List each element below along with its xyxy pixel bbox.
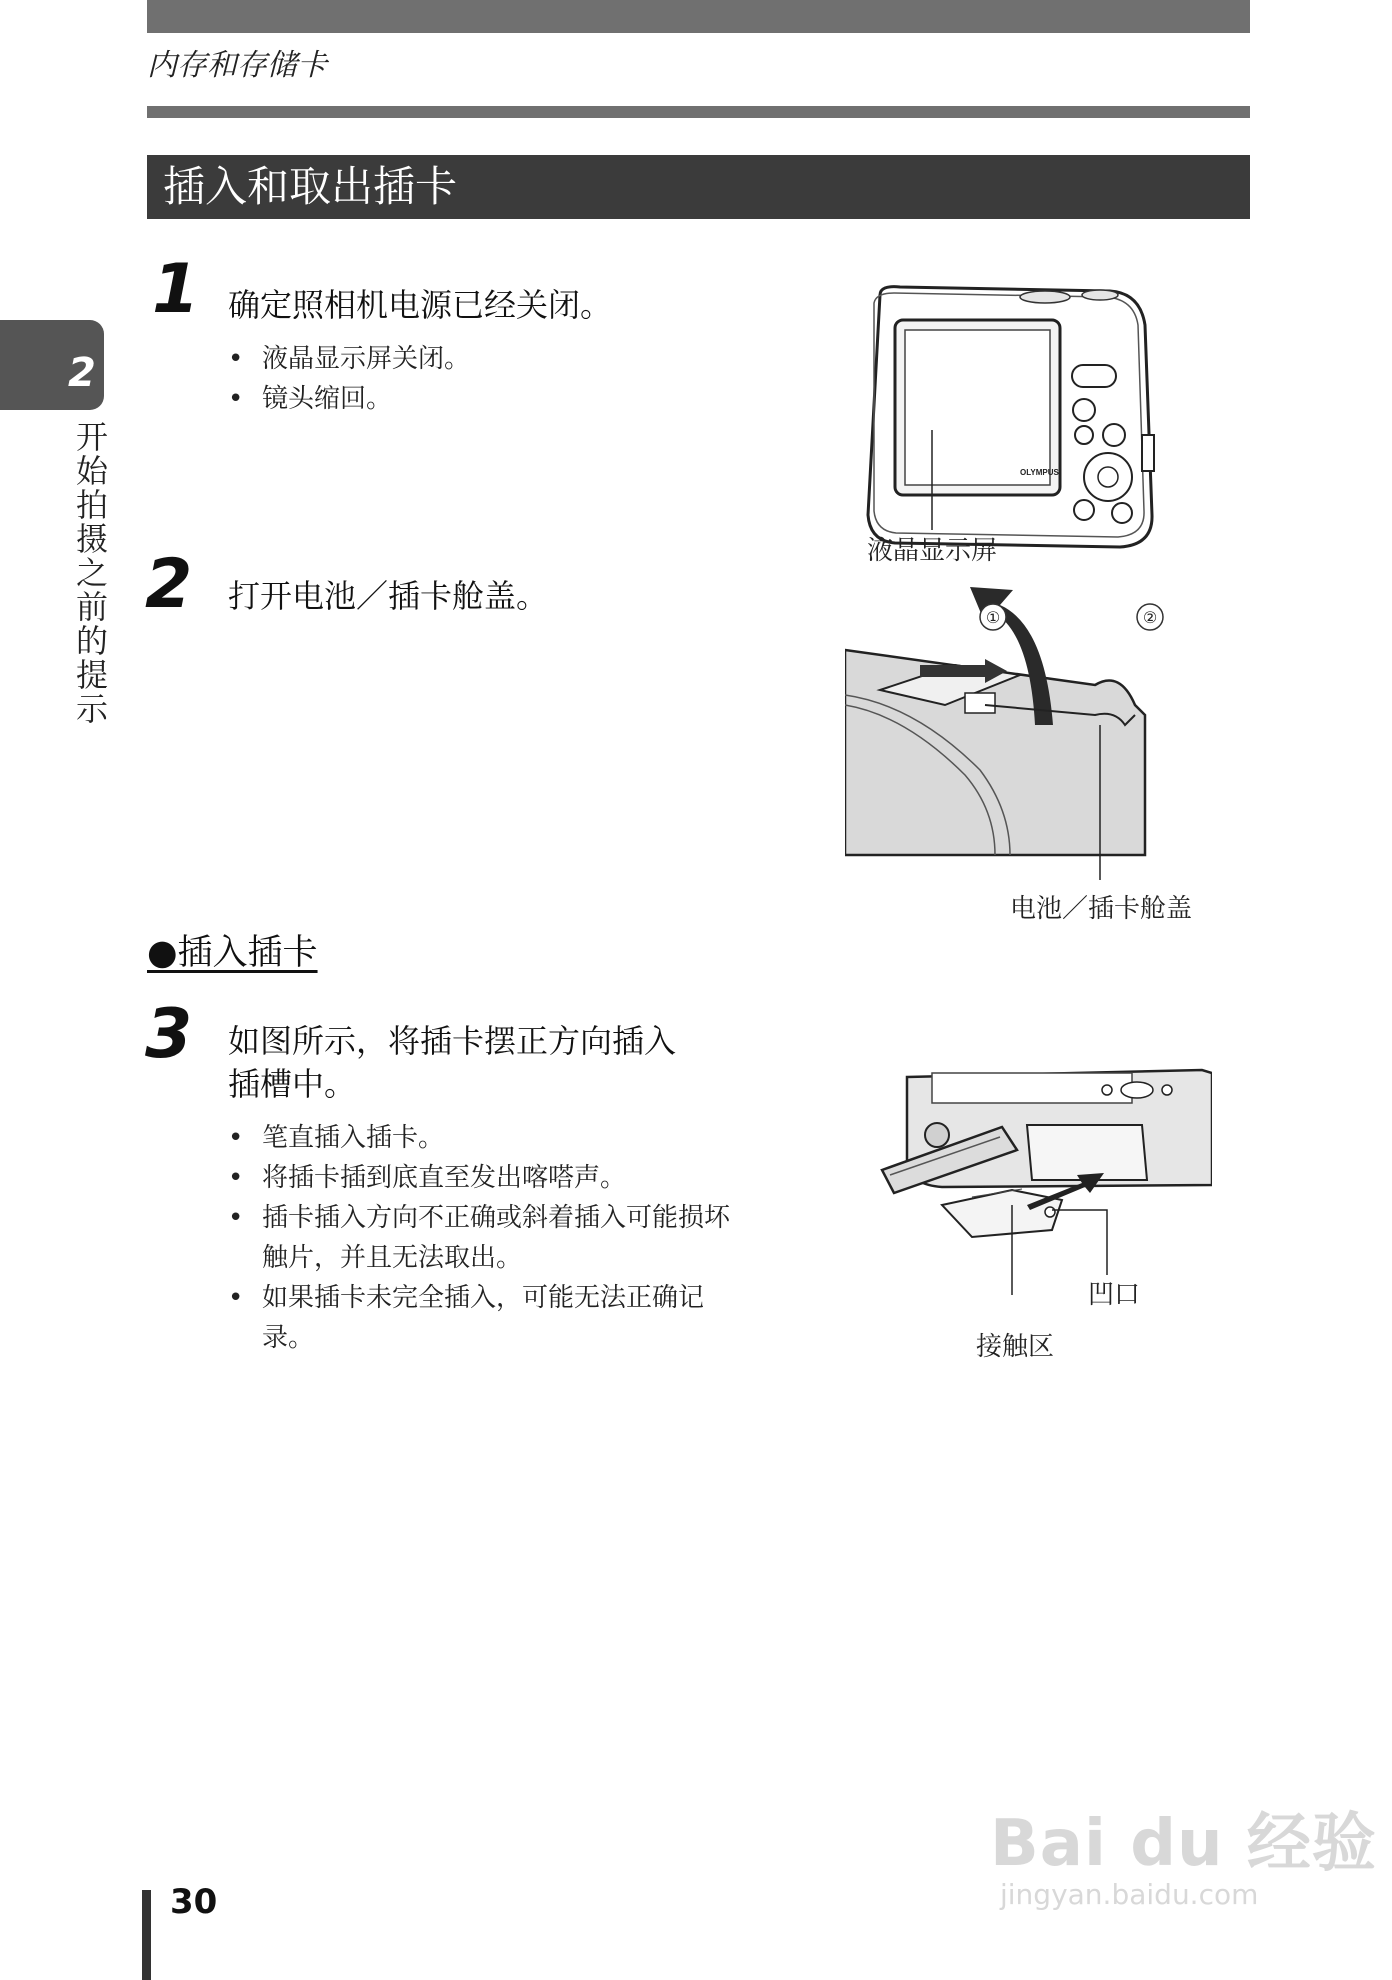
step-text: 打开电池／插卡舱盖。 (228, 577, 549, 615)
bullet-item: • 液晶显示屏关闭。 (228, 339, 748, 379)
step-bullets (228, 339, 748, 419)
header-bar (147, 0, 1250, 33)
step-text: 确定照相机电源已经关闭。 (228, 286, 613, 324)
subsection-title: ●插入插卡 (147, 933, 318, 973)
chapter-number: 2 (68, 350, 96, 396)
insert-card-figure (872, 1065, 1212, 1295)
contact-label: 接触区 (976, 1332, 1055, 1362)
open-cover-figure (845, 565, 1195, 880)
step-number: 1 (152, 250, 200, 329)
header-rule (147, 106, 1250, 118)
watermark-logo: Bai du 经验 (990, 1807, 1377, 1881)
step-number: 2 (145, 545, 193, 624)
step-text-line1: 如图所示，将插卡摆正方向插入 (228, 1022, 677, 1060)
step-bullets (228, 1118, 748, 1358)
marker-2: ② (1142, 608, 1158, 627)
page-number: 30 (170, 1882, 218, 1922)
page-number-bar (142, 1890, 151, 1980)
running-title: 内存和存储卡 (147, 48, 327, 83)
cover-label: 电池／插卡舱盖 (1010, 894, 1193, 924)
bullet-item: • 插卡插入方向不正确或斜着插入可能损坏触片，并且无法取出。 (228, 1198, 748, 1278)
step-number: 3 (145, 995, 193, 1074)
bullet-item: • 镜头缩回。 (228, 379, 748, 419)
lcd-label: 液晶显示屏 (867, 536, 998, 566)
step-text-line2: 插槽中。 (228, 1065, 357, 1103)
watermark-url: jingyan.baidu.com (1000, 1878, 1259, 1911)
bullet-item: • 笔直插入插卡。 (228, 1118, 748, 1158)
notch-label: 凹口 (1088, 1280, 1141, 1310)
bullet-item: • 将插卡插到底直至发出喀嗒声。 (228, 1158, 748, 1198)
brand-text: OLYMPUS (1020, 468, 1059, 477)
marker-1: ① (985, 608, 1001, 627)
section-title: 插入和取出插卡 (163, 162, 458, 211)
chapter-title: 开始拍摄之前的提示 (71, 420, 109, 726)
bullet-item: • 如果插卡未完全插入，可能无法正确记录。 (228, 1278, 748, 1358)
